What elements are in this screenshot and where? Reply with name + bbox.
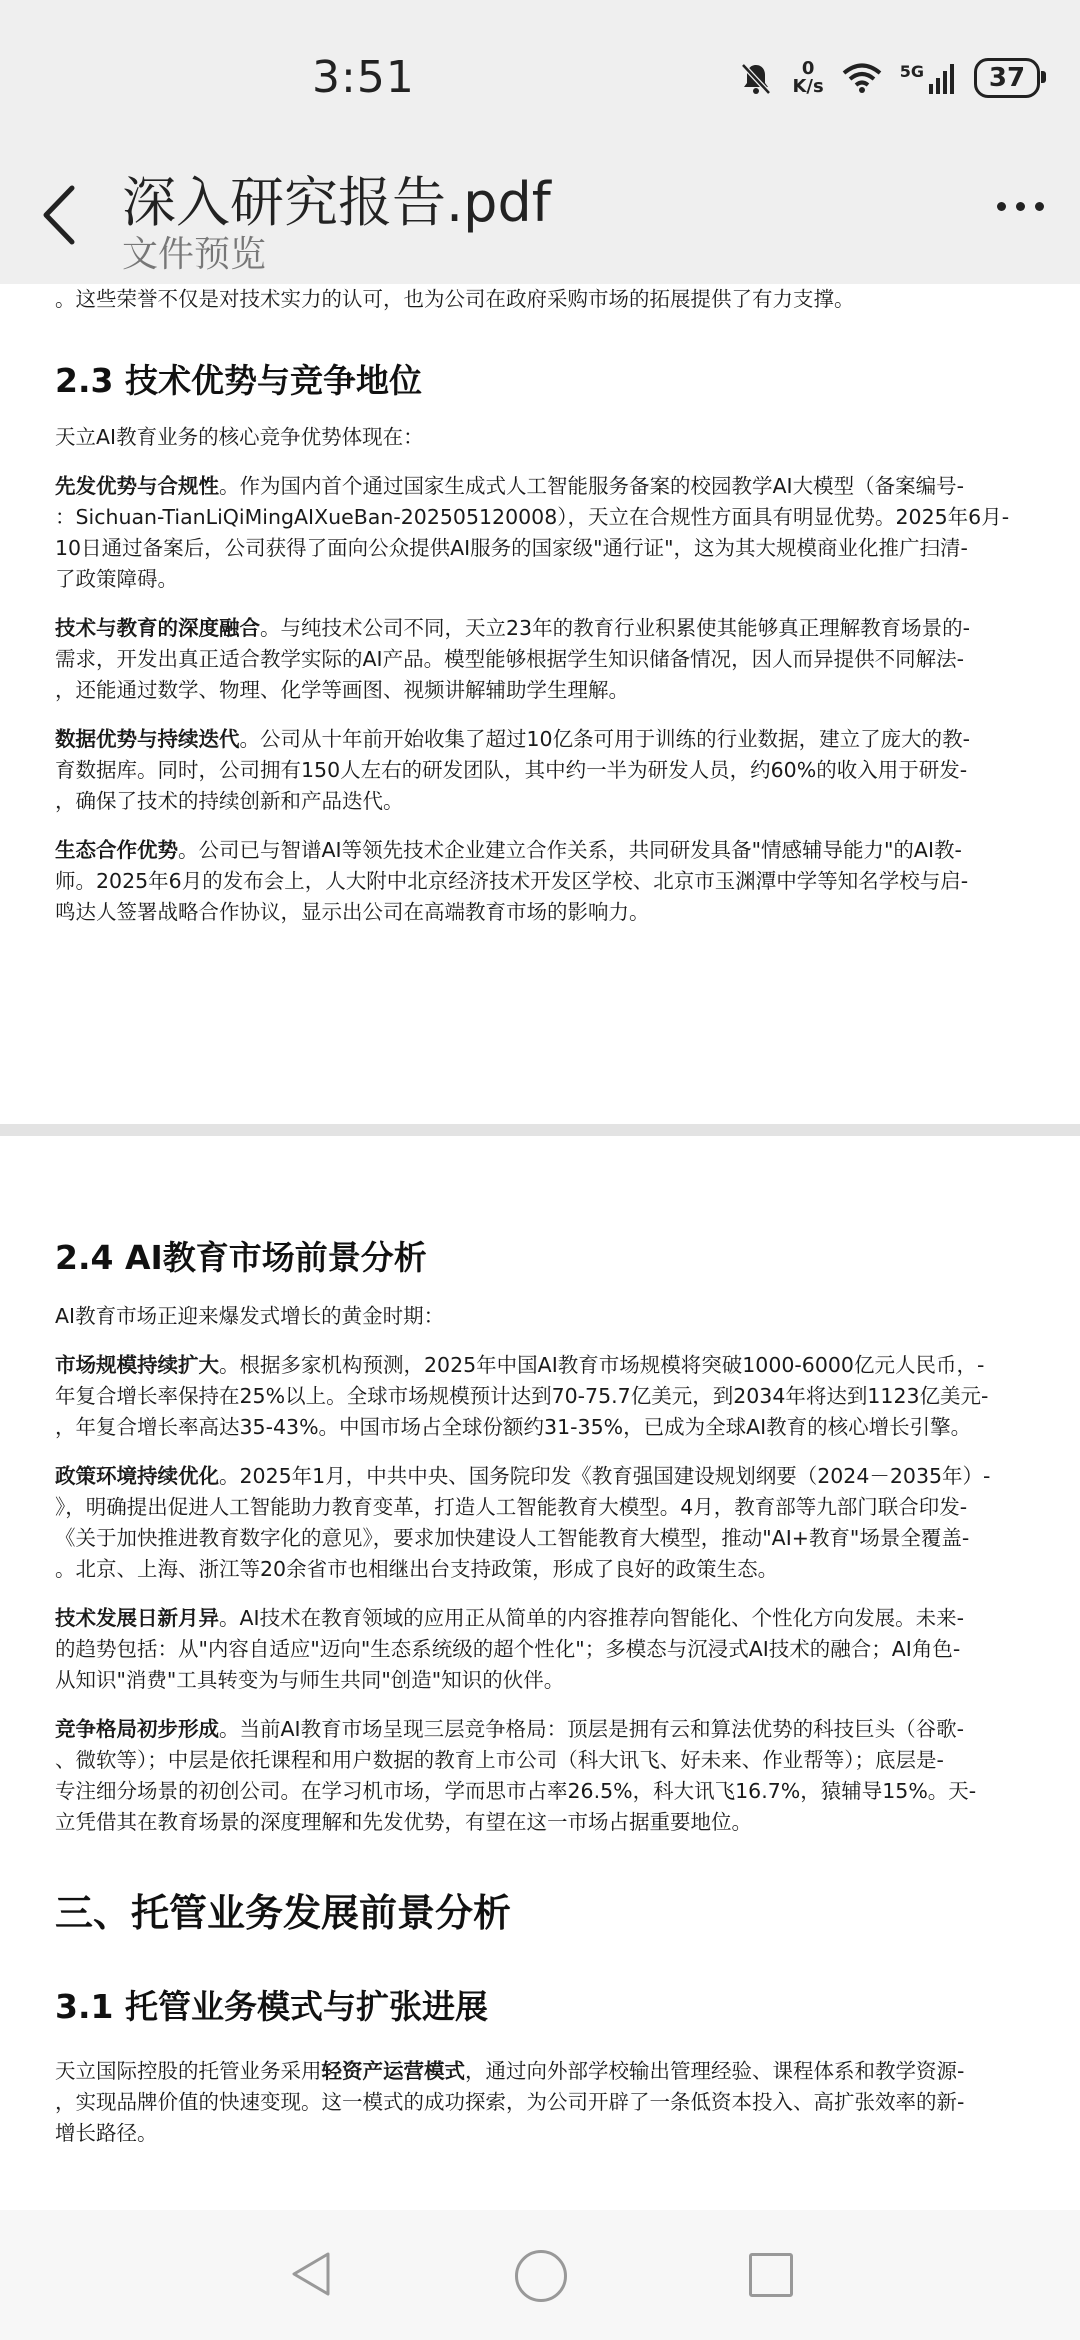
text-line: ，实现品牌价值的快速变现。这一模式的成功探索，为公司开辟了一条低资本投入、高扩张效率的新- — [55, 2090, 965, 2114]
text-line: 增长路径。 — [55, 2121, 158, 2145]
text-line: 天立国际控股的托管业务采用 — [55, 2059, 322, 2083]
text-line: 育数据库。同时，公司拥有150人左右的研发团队，其中约一半为研发人员，约60%的收入用于研发- — [55, 758, 968, 782]
system-nav-bar — [0, 2210, 1080, 2340]
status-time: 3:51 — [312, 52, 415, 103]
paragraph — [55, 1714, 1030, 1838]
status-icons — [738, 58, 1040, 98]
text-line: 》，明确提出促进人工智能助力教育变革，打造人工智能教育大模型。4月，教育部等九部门联合印发- — [55, 1495, 968, 1519]
text-line: ：Sichuan-TianLiQiMingAIXueBan-202505120008），天立在合规性方面具有明显优势。2025年6月- — [55, 505, 1010, 529]
text-line: 。北京、上海、浙江等20余省市也相继出台支持政策，形成了良好的政策生态。 — [55, 1557, 779, 1581]
paragraph — [55, 471, 1030, 595]
nav-home-icon[interactable] — [515, 2250, 567, 2302]
paragraph-lead: 竞争格局初步形成 — [55, 1717, 219, 1741]
text-line: 立凭借其在教育场景的深度理解和先发优势，有望在这一市场占据重要地位。 — [55, 1810, 752, 1834]
network-type: 5G — [899, 62, 924, 81]
app-bar — [0, 150, 1080, 284]
section-2-4-heading: 2.4 AI教育市场前景分析 — [55, 1238, 427, 1277]
chapter-3-heading: 三、托管业务发展前景分析 — [55, 1891, 512, 1935]
battery-level: 37 — [988, 63, 1026, 93]
paragraph — [55, 724, 1030, 817]
paragraph — [55, 613, 1030, 706]
back-arrow-icon[interactable] — [36, 180, 86, 250]
text-line: 从知识"消费"工具转变为与师生共同"创造"知识的伙伴。 — [55, 1668, 565, 1692]
text-line: 。2025年1月，中共中央、国务院印发《教育强国建设规划纲要（2024－2035年）- — [219, 1464, 991, 1488]
mute-bell-icon — [738, 60, 774, 96]
signal-bars-icon — [928, 62, 956, 94]
text-line: ，通过向外部学校输出管理经验、课程体系和教学资源- — [465, 2059, 965, 2083]
text-line: 。根据多家机构预测，2025年中国AI教育市场规模将突破1000-6000亿元人民币，- — [219, 1353, 985, 1377]
more-options-icon[interactable] — [997, 202, 1044, 211]
pdf-viewer[interactable] — [0, 284, 1080, 2210]
paragraph-lead: 数据优势与持续迭代 — [55, 727, 240, 751]
paragraph — [55, 1350, 1030, 1443]
paragraph-lead: 轻资产运营模式 — [321, 2059, 465, 2083]
net-speed — [792, 60, 823, 96]
section-3-1-heading: 3.1 托管业务模式与扩张进展 — [55, 1987, 488, 2026]
text-line: ，还能通过数学、物理、化学等画图、视频讲解辅助学生理解。 — [55, 678, 629, 702]
paragraph-lead: 技术发展日新月异 — [55, 1606, 219, 1630]
pdf-page — [0, 284, 1080, 1124]
net-speed-value: 0 — [801, 58, 815, 79]
text-line: 需求，开发出真正适合教学实际的AI产品。模型能够根据学生知识储备情况，因人而异提供不同解法- — [55, 647, 964, 671]
text-line: 。当前AI教育市场呈现三层竞争格局：顶层是拥有云和算法优势的科技巨头（谷歌- — [219, 1717, 964, 1741]
wifi-icon — [842, 62, 882, 94]
text-line: 《关于加快推进教育数字化的意见》，要求加快建设人工智能教育大模型，推动"AI+教育"场景全覆盖- — [55, 1526, 970, 1550]
text-line: 、微软等）；中层是依托课程和用户数据的教育上市公司（科大讯飞、好未来、作业帮等）；底层是- — [55, 1748, 944, 1772]
section-2-3-heading: 2.3 技术优势与竞争地位 — [55, 361, 422, 400]
battery-icon — [974, 58, 1040, 98]
status-bar — [0, 0, 1080, 150]
text-line: ，年复合增长率高达35-43%。中国市场占全球份额约31-35%，已成为全球AI教育的核心增长引擎。 — [55, 1415, 972, 1439]
section-2-4-intro: AI教育市场正迎来爆发式增长的黄金时期： — [55, 1304, 445, 1328]
top-fragment: 。这些荣誉不仅是对技术实力的认可，也为公司在政府采购市场的拓展提供了有力支撑。 — [55, 287, 855, 311]
text-line: 了政策障碍。 — [55, 567, 178, 591]
text-line: 10日通过备案后，公司获得了面向公众提供AI服务的国家级"通行证"，这为其大规模商业化推广扫清- — [55, 536, 968, 560]
cellular-signal — [900, 62, 956, 94]
paragraph-lead: 政策环境持续优化 — [55, 1464, 219, 1488]
text-line: 。公司从十年前开始收集了超过10亿条可用于训练的行业数据，建立了庞大的教- — [239, 727, 970, 751]
text-line: 。公司已与智谱AI等领先技术企业建立合作关系，共同研发具备"情感辅导能力"的AI教- — [178, 838, 962, 862]
net-speed-unit: K/s — [792, 76, 824, 97]
text-line: ，确保了技术的持续创新和产品迭代。 — [55, 789, 404, 813]
paragraph — [55, 835, 1030, 928]
pdf-page — [0, 1136, 1080, 2210]
text-line: 。与纯技术公司不同，天立23年的教育行业积累使其能够真正理解教育场景的- — [260, 616, 970, 640]
nav-recents-icon[interactable] — [749, 2253, 793, 2297]
paragraph-lead: 生态合作优势 — [55, 838, 178, 862]
nav-back-icon[interactable] — [290, 2250, 332, 2298]
paragraph — [55, 2056, 1030, 2149]
paragraph-lead: 市场规模持续扩大 — [55, 1353, 219, 1377]
text-line: 。AI技术在教育领域的应用正从简单的内容推荐向智能化、个性化方向发展。未来- — [219, 1606, 964, 1630]
text-line: 专注细分场景的初创公司。在学习机市场，学而思市占率26.5%，科大讯飞16.7%，猿辅导15%。天- — [55, 1779, 977, 1803]
text-line: 的趋势包括：从"内容自适应"迈向"生态系统级的超个性化"；多模态与沉浸式AI技术的融合；AI角色- — [55, 1637, 961, 1661]
paragraph-lead: 技术与教育的深度融合 — [55, 616, 260, 640]
paragraph — [55, 1461, 1030, 1585]
paragraph-lead: 先发优势与合规性 — [55, 474, 219, 498]
text-line: 鸣达人签署战略合作协议，显示出公司在高端教育市场的影响力。 — [55, 900, 650, 924]
text-line: 师。2025年6月的发布会上，人大附中北京经济技术开发区学校、北京市玉渊潭中学等知名学校与启- — [55, 869, 969, 893]
paragraph — [55, 1603, 1030, 1696]
page-separator — [0, 1124, 1080, 1136]
file-title: 深入研究报告.pdf — [122, 171, 551, 234]
text-line: 年复合增长率保持在25%以上。全球市场规模预计达到70-75.7亿美元，到2034年将达到1123亿美元- — [55, 1384, 989, 1408]
file-subtitle: 文件预览 — [122, 234, 267, 275]
section-2-3-intro: 天立AI教育业务的核心竞争优势体现在： — [55, 425, 424, 449]
text-line: 。作为国内首个通过国家生成式人工智能服务备案的校园教学AI大模型（备案编号- — [219, 474, 964, 498]
